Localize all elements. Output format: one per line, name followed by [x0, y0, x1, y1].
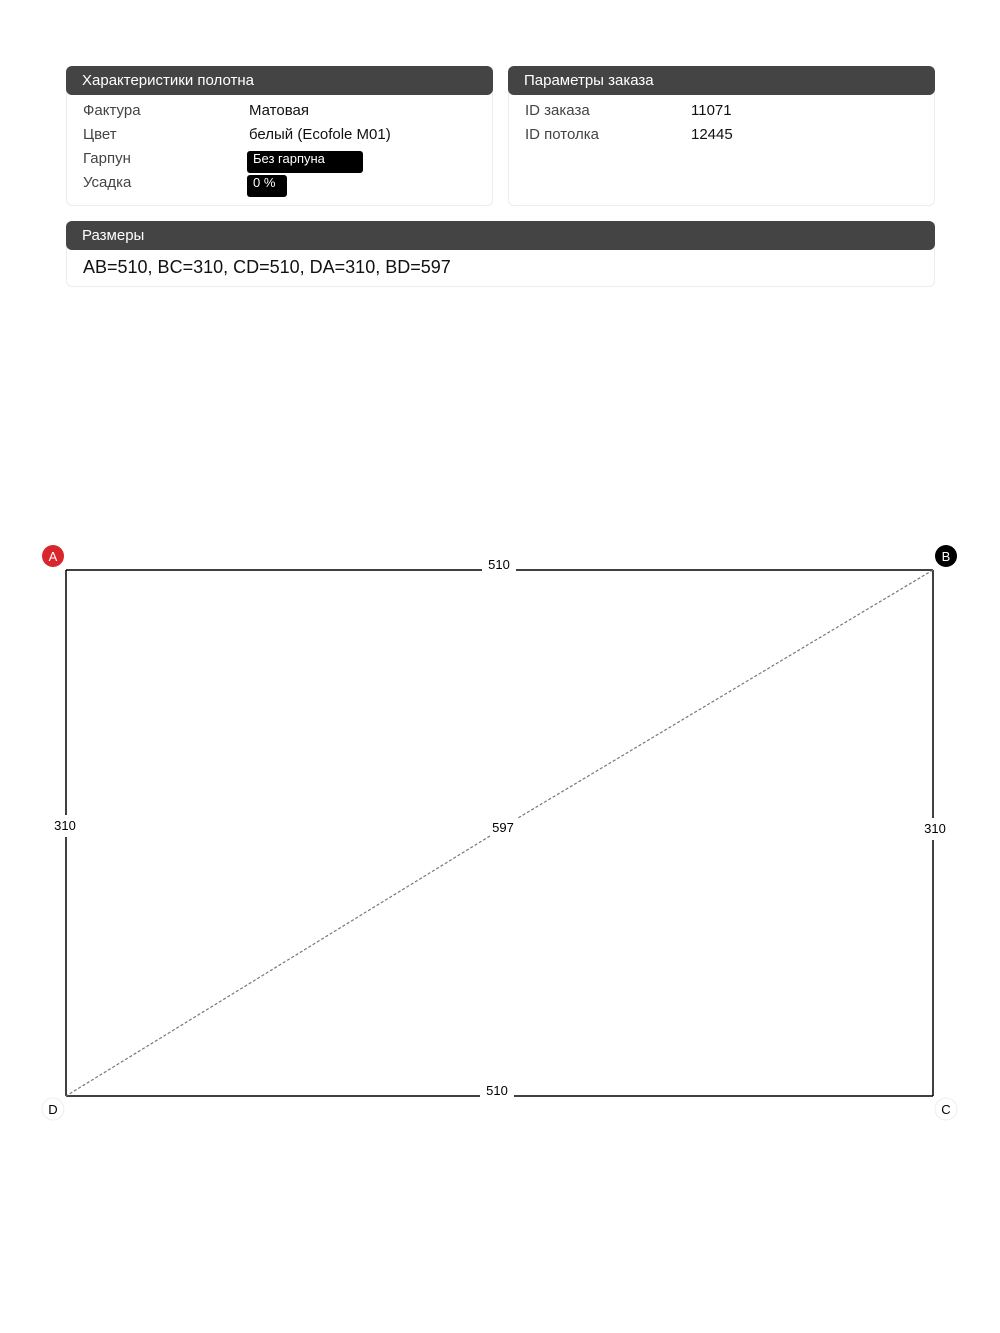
order-parameters-title: Параметры заказа: [508, 66, 935, 95]
corner-d-label: D: [48, 1102, 58, 1117]
shrinkage-label: Усадка: [83, 174, 132, 191]
harpoon-label: Гарпун: [83, 150, 131, 167]
side-cd-label: 510: [486, 1083, 508, 1098]
harpoon-value-badge: Без гарпуна: [247, 151, 363, 173]
corner-a-label: A: [48, 549, 58, 564]
sizes-title: Размеры: [66, 221, 935, 250]
sizes-text: AB=510, BC=310, CD=510, DA=310, BD=597: [83, 257, 451, 277]
texture-label: Фактура: [83, 102, 141, 119]
side-bc-label: 310: [924, 821, 946, 836]
order-id-label: ID заказа: [525, 102, 590, 119]
ceiling-id-value: 12445: [691, 126, 733, 143]
canvas-characteristics-title: Характеристики полотна: [66, 66, 493, 95]
diagonal-bd-line-upper: [518, 570, 933, 818]
texture-value: Матовая: [249, 102, 309, 119]
side-da-label: 310: [54, 818, 76, 833]
order-id-value: 11071: [691, 102, 732, 119]
corner-b-label: B: [941, 549, 951, 564]
side-ab-label: 510: [488, 557, 510, 572]
corner-c-label: C: [941, 1102, 951, 1117]
shrinkage-value-badge: 0 %: [247, 175, 287, 197]
color-value: белый (Ecofole M01): [249, 126, 391, 143]
diagonal-bd-label: 597: [492, 820, 514, 835]
diagonal-bd-line-lower: [66, 836, 490, 1096]
ceiling-id-label: ID потолка: [525, 126, 600, 143]
color-label: Цвет: [83, 126, 117, 143]
